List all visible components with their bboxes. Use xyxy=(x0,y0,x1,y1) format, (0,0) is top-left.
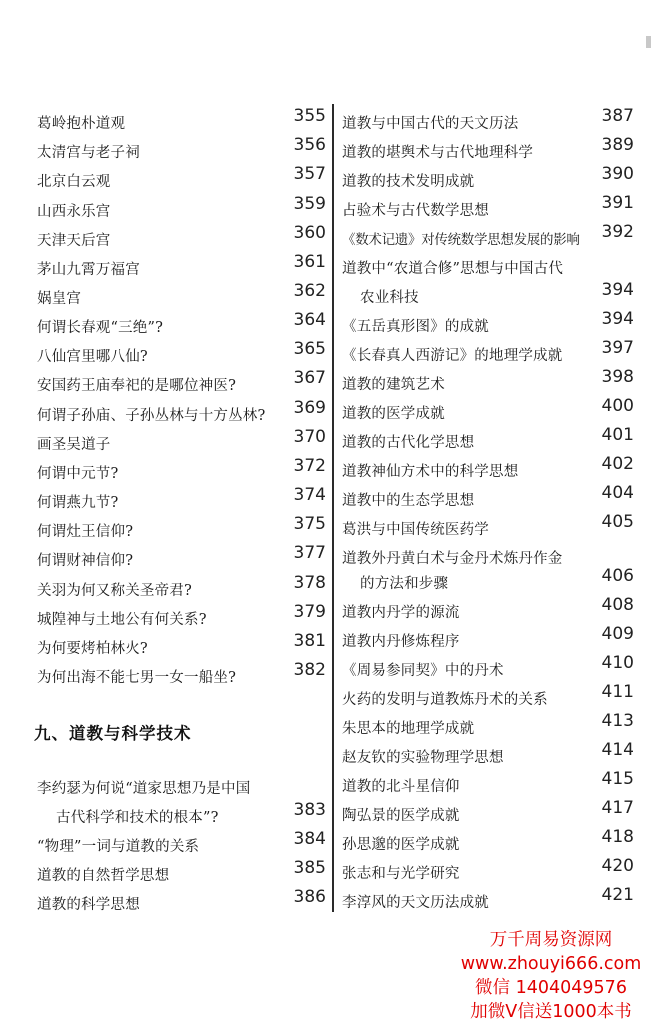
entry-title: 葛洪与中国传统医药学 xyxy=(342,522,489,538)
entry-title: 北京白云观 xyxy=(37,174,111,190)
entry-title: 《五岳真形图》的成就 xyxy=(342,319,489,335)
entry-title: 《周易参同契》中的丹术 xyxy=(342,663,504,679)
entry-title: 火药的发明与道教炼丹术的关系 xyxy=(342,692,548,708)
entry-title: 道教的技术发明成就 xyxy=(342,174,475,190)
entry-title: 道教的北斗星信仰 xyxy=(342,779,460,795)
entry-title: 道教中的生态学思想 xyxy=(342,493,475,509)
entry-title: 娲皇宫 xyxy=(37,291,82,307)
watermark xyxy=(451,928,651,1024)
entry-title: 道教的医学成就 xyxy=(342,406,445,422)
entry-page: 400 xyxy=(601,396,634,416)
entry-title-line2: 的方法和步骤 xyxy=(360,576,449,592)
entry-title: 茅山九霄万福宫 xyxy=(37,262,140,278)
entry-title: 关羽为何又称关圣帝君? xyxy=(37,583,192,599)
entry-page: 414 xyxy=(601,740,634,760)
entry-page: 411 xyxy=(601,682,634,702)
entry-page: 357 xyxy=(293,164,326,184)
entry-page: 359 xyxy=(293,194,326,214)
entry-title: 陶弘景的医学成就 xyxy=(342,808,460,824)
entry-page: 401 xyxy=(601,425,634,445)
entry-title-line2: 古代科学和技术的根本”? xyxy=(56,810,219,826)
entry-page: 409 xyxy=(601,624,634,644)
entry-page: 369 xyxy=(293,398,326,418)
entry-title: 何谓长春观“三绝”? xyxy=(37,320,164,336)
entry-page: 372 xyxy=(293,456,326,476)
entry-page: 361 xyxy=(293,252,326,272)
entry-title: 道教的建筑艺术 xyxy=(342,377,445,393)
entry-page: 415 xyxy=(601,769,634,789)
entry-title: 李淳风的天文历法成就 xyxy=(342,895,489,911)
entry-page: 362 xyxy=(293,281,326,301)
entry-title: 道教的自然哲学思想 xyxy=(37,868,170,884)
entry-title: 道教的科学思想 xyxy=(37,897,140,913)
entry-page: 356 xyxy=(293,135,326,155)
entry-page: 410 xyxy=(601,653,634,673)
entry-page: 417 xyxy=(601,798,634,818)
entry-page: 377 xyxy=(293,543,326,563)
entry-title: 何谓中元节? xyxy=(37,466,119,482)
entry-title-line1: 道教中“农道合修”思想与中国古代 xyxy=(342,261,564,277)
entry-title: 道教内丹学的源流 xyxy=(342,605,460,621)
entry-page: 406 xyxy=(601,566,634,586)
entry-page: 413 xyxy=(601,711,634,731)
entry-page: 375 xyxy=(293,514,326,534)
entry-title-line1: 李约瑟为何说“道家思想乃是中国 xyxy=(37,781,251,797)
entry-page: 360 xyxy=(293,223,326,243)
watermark-wechat: 微信 1404049576 xyxy=(475,978,627,998)
entry-page: 382 xyxy=(293,660,326,680)
watermark-url[interactable]: www.zhouyi666.com xyxy=(460,954,642,974)
section-heading: 九、道教与科学技术 xyxy=(34,724,192,743)
entry-page: 391 xyxy=(601,193,634,213)
entry-title: 何谓燕九节? xyxy=(37,495,119,511)
entry-title-line2: 农业科技 xyxy=(360,290,419,306)
entry-page: 378 xyxy=(293,573,326,593)
scrollbar[interactable] xyxy=(646,36,651,48)
entry-title: 占验术与古代数学思想 xyxy=(342,203,489,219)
entry-title: 画圣吴道子 xyxy=(37,437,111,453)
entry-page: 421 xyxy=(601,885,634,905)
entry-title: 何谓财神信仰? xyxy=(37,553,134,569)
entry-title: 道教的堪舆术与古代地理科学 xyxy=(342,145,534,161)
entry-page: 402 xyxy=(601,454,634,474)
entry-title: 赵友钦的实验物理学思想 xyxy=(342,750,504,766)
entry-title: 何谓灶王信仰? xyxy=(37,524,134,540)
entry-title: 为何要烤柏林火? xyxy=(37,641,148,657)
entry-page: 386 xyxy=(293,887,326,907)
entry-title: 张志和与光学研究 xyxy=(342,866,460,882)
entry-page: 390 xyxy=(601,164,634,184)
entry-page: 365 xyxy=(293,339,326,359)
entry-page: 420 xyxy=(601,856,634,876)
entry-title: 孙思邈的医学成就 xyxy=(342,837,460,853)
entry-page: 405 xyxy=(601,512,634,532)
entry-title: 何谓子孙庙、子孙丛林与十方丛林? xyxy=(37,408,266,424)
watermark-promo: 加微V信送1000本书 xyxy=(470,1002,632,1022)
entry-page: 394 xyxy=(601,309,634,329)
entry-title-line1: 道教外丹黄白术与金丹术炼丹作金 xyxy=(342,551,563,567)
entry-title: 葛岭抱朴道观 xyxy=(37,116,126,132)
watermark-site-name: 万千周易资源网 xyxy=(489,930,613,950)
entry-page: 384 xyxy=(293,829,326,849)
column-divider xyxy=(332,104,334,912)
entry-page: 379 xyxy=(293,602,326,622)
entry-page: 397 xyxy=(601,338,634,358)
entry-title: 道教内丹修炼程序 xyxy=(342,634,460,650)
entry-title: 《长春真人西游记》的地理学成就 xyxy=(342,348,563,364)
entry-title: 道教神仙方术中的科学思想 xyxy=(342,464,519,480)
entry-page: 394 xyxy=(601,280,634,300)
entry-page: 383 xyxy=(293,800,326,820)
entry-page: 398 xyxy=(601,367,634,387)
entry-page: 404 xyxy=(601,483,634,503)
entry-title: 道教与中国古代的天文历法 xyxy=(342,116,519,132)
entry-title: 城隍神与土地公有何关系? xyxy=(37,612,207,628)
entry-page: 367 xyxy=(293,368,326,388)
entry-title: 天津天后宫 xyxy=(37,233,111,249)
entry-title: 安国药王庙奉祀的是哪位神医? xyxy=(37,378,237,394)
entry-page: 370 xyxy=(293,427,326,447)
entry-page: 387 xyxy=(601,106,634,126)
entry-page: 381 xyxy=(293,631,326,651)
entry-title: 道教的古代化学思想 xyxy=(342,435,475,451)
entry-title: 为何出海不能七男一女一船坐? xyxy=(37,670,237,686)
entry-title: 太清宫与老子祠 xyxy=(37,145,140,161)
entry-page: 392 xyxy=(601,222,634,242)
entry-title: 山西永乐宫 xyxy=(37,204,111,220)
entry-title: 《数术记遗》对传统数学思想发展的影响 xyxy=(342,232,580,248)
entry-page: 418 xyxy=(601,827,634,847)
entry-page: 408 xyxy=(601,595,634,615)
entry-title: “物理”一词与道教的关系 xyxy=(37,839,200,855)
entry-page: 374 xyxy=(293,485,326,505)
entry-title: 八仙宫里哪八仙? xyxy=(37,349,148,365)
entry-page: 389 xyxy=(601,135,634,155)
entry-page: 364 xyxy=(293,310,326,330)
entry-page: 355 xyxy=(293,106,326,126)
entry-page: 385 xyxy=(293,858,326,878)
entry-title: 朱思本的地理学成就 xyxy=(342,721,475,737)
